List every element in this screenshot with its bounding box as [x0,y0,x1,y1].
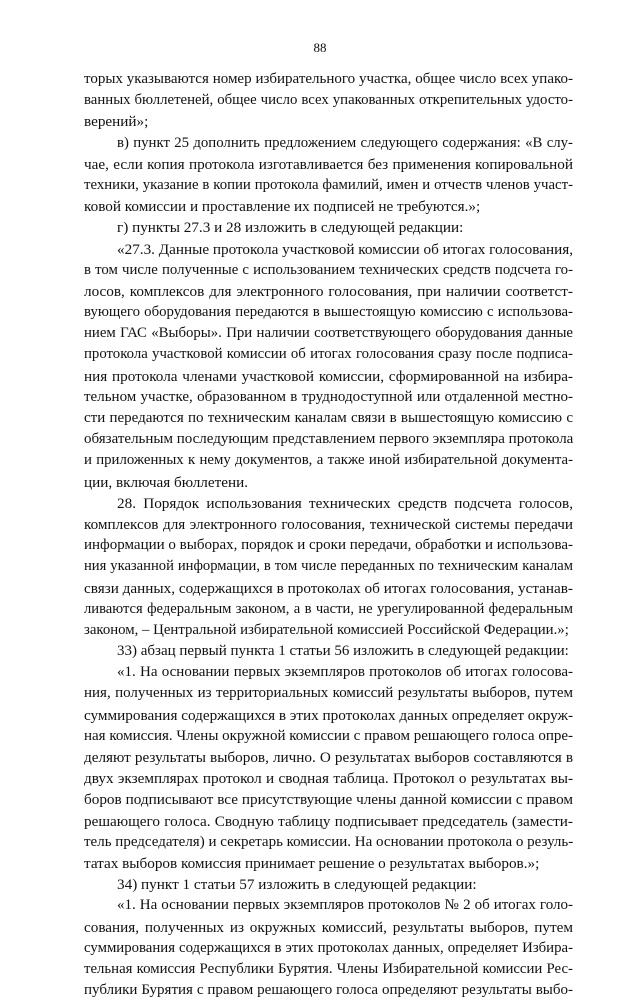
text-line: торых указываются номер избирательного участка, общее число всех упако- [84,71,573,87]
text-line: деляют результаты выборов, лично. О результатах выборов составляются в [84,749,573,766]
text-line: решающего голоса. Сводную таблицу подписывает председатель (замести- [84,812,573,830]
text-line: ванных бюллетеней, общее число всех упакованных открепительных удосто- [84,92,573,109]
text-line: ковой комиссии и проставление их подписей не требуются.»; [84,198,481,216]
text-line: лосов, комплексов для электронного голосования, при наличии соответст- [84,282,573,300]
text-line: чае, если копия протокола изготавливается без применения копировальной [84,155,573,173]
text-line: связи данных, содержащихся в протоколах об итогах голосования, устанав- [84,579,573,597]
text-line: «1. На основании первых экземпляров протоколов об итогах голосова- [117,664,573,681]
text-line: татах выборов комиссия принимает решение о результатах выборов.»; [84,854,540,872]
text-line: 33) абзац первый пункта 1 статьи 56 изложить в следующей редакции: [117,643,569,660]
document-body [84,69,573,1001]
text-line: в том числе полученные с использованием технических средств подсчета го- [84,261,573,278]
text-line: сти передаются по техническим каналам связи в вышестоящую комиссию с [84,410,573,426]
text-line: информации о выборах, порядок и сроки передачи, обработки и использова- [84,537,573,554]
text-line: г) пункты 27.3 и 28 изложить в следующей редакции: [117,219,464,237]
text-line: «1. На основании первых экземпляров протоколов № 2 об итогах голо- [117,897,573,914]
text-line: верений»; [84,113,149,131]
text-line: протокола участковой комиссии об итогах голосования сразу после подписа- [84,346,573,363]
text-line: вующего оборудования передаются в вышестоящую комиссию с использова- [84,304,573,321]
text-line: двух экземплярах протокол и сводная таблица. Протокол о результатах вы- [84,770,573,788]
text-line: ции, включая бюллетени. [84,473,249,491]
text-line: «27.3. Данные протокола участковой комиссии об итогах голосования, [117,240,573,258]
text-line: суммирования содержащихся в этих протоколах данных определяет окруж- [84,706,574,724]
text-line: сования, полученных из окружных комиссий, результаты выборов, путем [84,918,573,936]
text-line: нием ГАС «Выборы». При наличии соответствующего оборудования данные [84,325,573,342]
text-line: публики Бурятия с правом решающего голоса определяют результаты выбо- [84,982,573,999]
text-line: 28. Порядок использования технических средств подсчета голосов, [117,494,573,512]
text-line: тель председателя) и секретарь комиссии. На основании протокола о резуль- [84,833,574,850]
text-line: ния указанной информации, в том числе переданных по техническим каналам [84,558,573,575]
text-line: ливаются федеральным законом, а в части, не урегулированной федеральным [84,600,573,617]
text-line: боров подписывают все присутствующие члены данной комиссии с правом [84,791,573,809]
text-line: комплексов для электронного голосования, технической системы передачи [84,515,573,533]
text-line: тельном участке, образованном в труднодоступной или отдаленной местно- [84,388,573,405]
text-line: обязательным последующим представлением первого экземпляра протокола [84,431,574,448]
text-line: ная комиссия. Члены окружной комиссии с правом решающего голоса опре- [84,727,573,744]
text-line: ния, полученных из территориальных комиссий результаты выборов, путем [84,685,573,702]
text-line: техники, указание в копии протокола фамилий, имен и отчеств членов участ- [84,176,573,193]
text-line: суммирования содержащихся в этих протоколах данных, определяет Избира- [84,939,573,956]
text-line: тельная комиссия Республики Бурятия. Члены Избирательной комиссии Рес- [84,960,573,977]
text-line: и приложенных к нему документов, а также иной избирательной документа- [84,452,573,469]
text-line: в) пункт 25 дополнить предложением следующего содержания: «В слу- [117,134,573,151]
text-line: 34) пункт 1 статьи 57 изложить в следующей редакции: [117,876,477,894]
text-line: законом, – Центральной избирательной комиссией Российской Федерации.»; [84,621,569,638]
page-number: 88 [313,40,327,55]
text-line: ния протокола членами участковой комиссии, сформированной на избира- [84,367,573,385]
